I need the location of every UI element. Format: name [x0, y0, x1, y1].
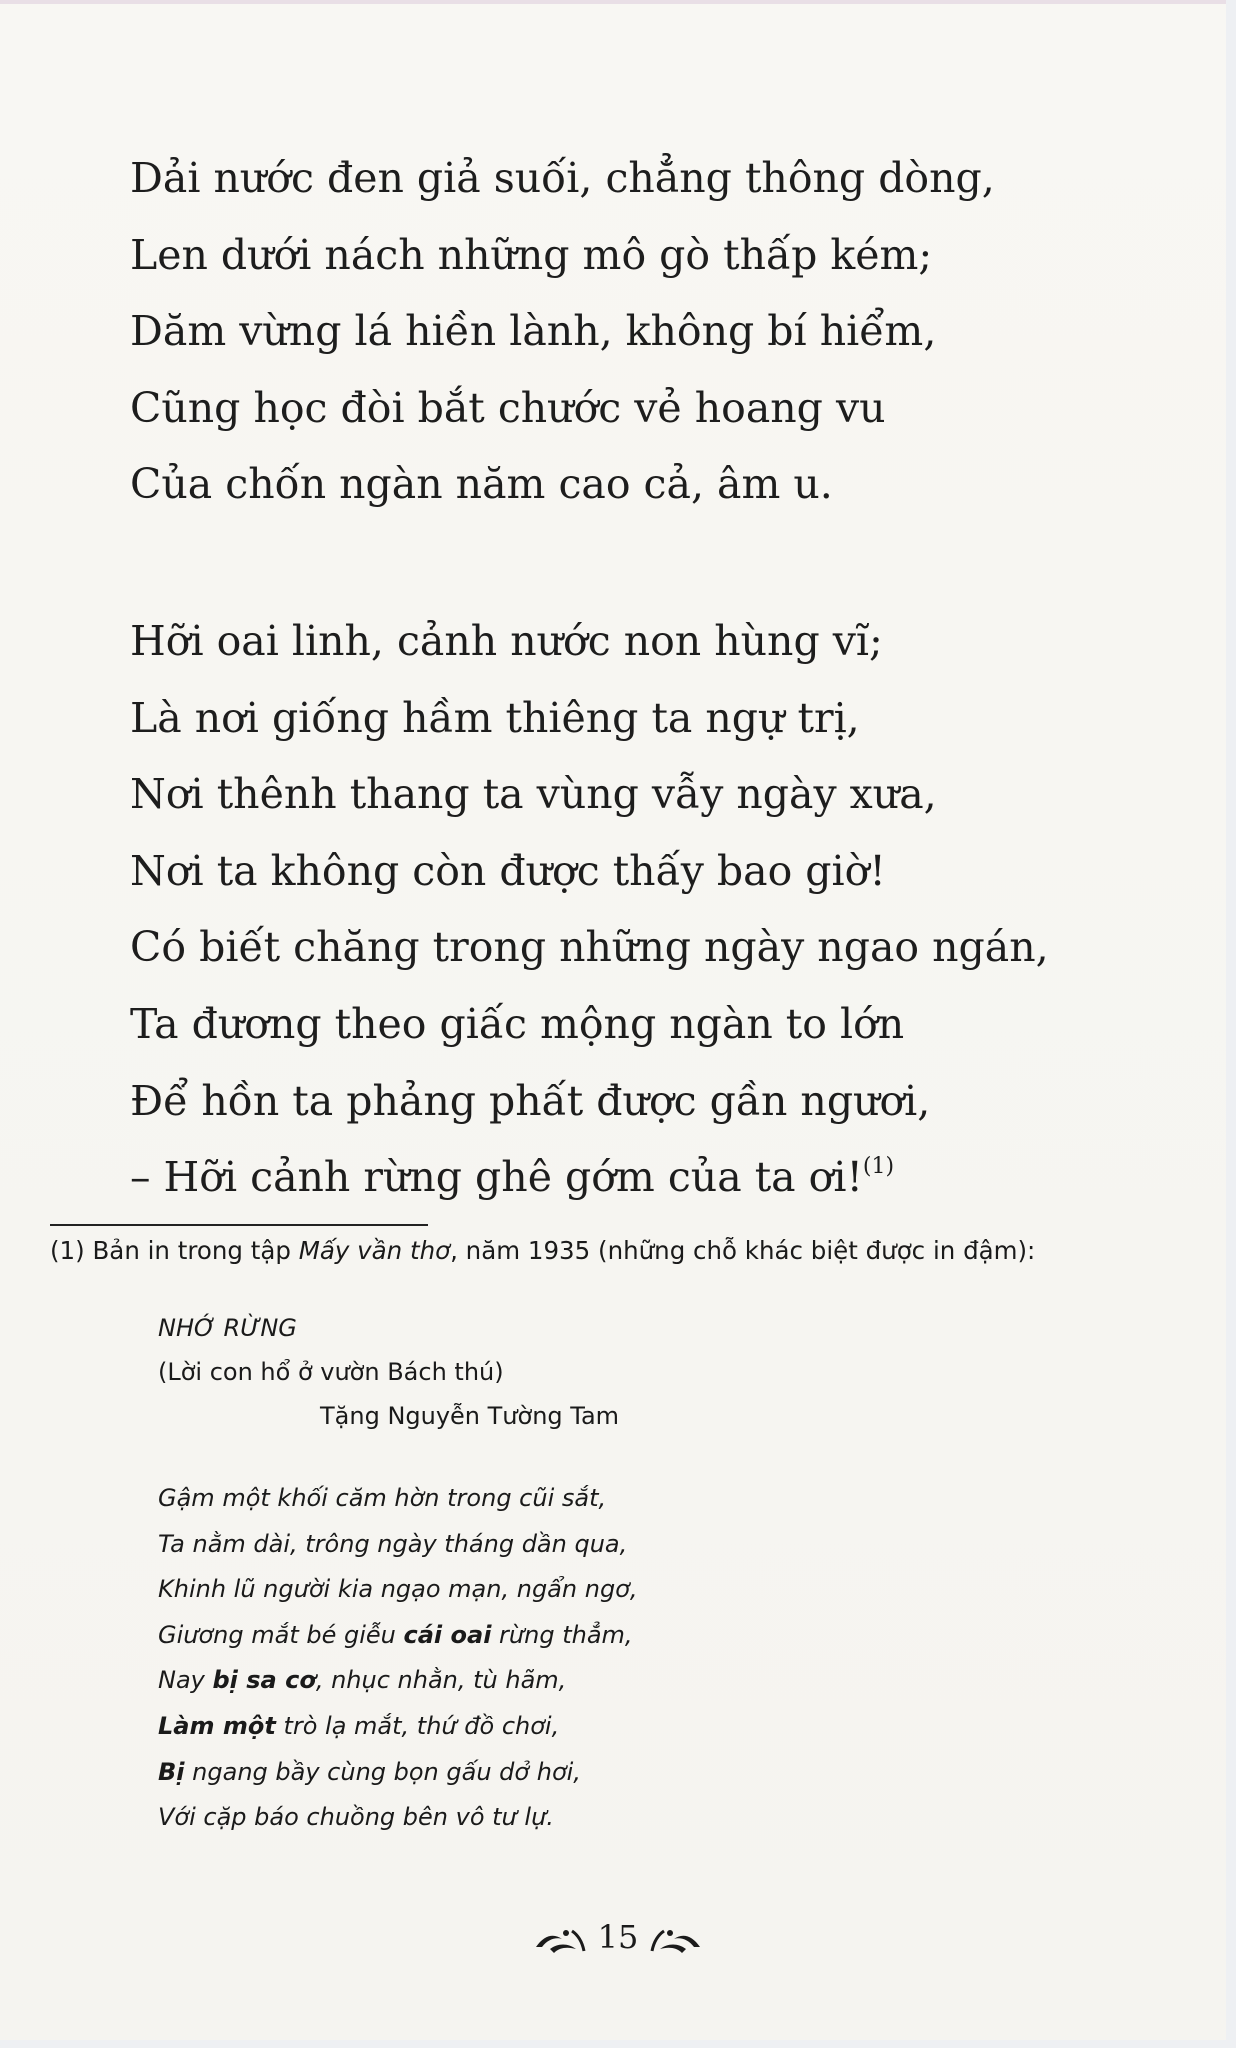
- footnote-book-title: Mấy vần thơ: [298, 1236, 451, 1265]
- poem-line: Dải nước đen giả suối, chẳng thông dòng,: [130, 154, 995, 202]
- footnote-suffix: , năm 1935 (những chỗ khác biệt được in đậm):: [450, 1236, 1036, 1265]
- footnote-line-part: Nay: [158, 1666, 213, 1695]
- poem-body: [130, 140, 1130, 1216]
- poem-line: Dăm vừng lá hiền lành, không bí hiểm,: [130, 307, 937, 356]
- footnote-line-part: , nhục nhằn, tù hãm,: [315, 1666, 567, 1695]
- footnote-divider: [50, 1224, 428, 1226]
- footnote-line-part: Giương mắt bé giễu: [158, 1620, 404, 1649]
- footnote-marker[interactable]: (1): [862, 1154, 895, 1180]
- footnote-intro: [50, 1236, 1035, 1265]
- stanza-1: [130, 140, 1130, 523]
- footnote-line: Gậm một khối căm hờn trong cũi sắt,: [158, 1484, 607, 1512]
- footnote-line: [158, 1750, 637, 1796]
- footnote-line-part: trò lạ mắt, thứ đồ chơi,: [275, 1711, 560, 1740]
- poem-line: Là nơi giống hầm thiêng ta ngự trị,: [130, 693, 860, 742]
- poem-line: Ta đương theo giấc mộng ngàn to lớn: [130, 999, 905, 1048]
- footnote-poem-lines: [158, 1476, 637, 1841]
- poem-line: Của chốn ngàn năm cao cả, âm u.: [130, 460, 833, 509]
- poem-line: Nơi thênh thang ta vùng vẫy ngày xưa,: [130, 770, 937, 819]
- poem-line: Nơi ta không còn được thấy bao giờ!: [130, 846, 886, 895]
- poem-line: Để hồn ta phảng phất được gần ngươi,: [130, 1076, 931, 1125]
- footnote-line: [158, 1658, 637, 1704]
- page-right-edge: [1226, 0, 1236, 2048]
- footnote-prefix: (1) Bản in trong tập: [50, 1236, 299, 1265]
- page-number: 15: [597, 1918, 639, 1956]
- poem-line: Hỡi oai linh, cảnh nước non hùng vĩ;: [130, 616, 883, 665]
- footnote-line-part: ngang bầy cùng bọn gấu dở hơi,: [184, 1757, 581, 1786]
- right-ornament-icon: [646, 1925, 704, 1955]
- poem-line-last: [130, 1139, 1130, 1216]
- poem-line-text: – Hỡi cảnh rừng ghê gớm của ta ơi!: [130, 1153, 863, 1202]
- footnote-line-part: rừng thẳm,: [491, 1620, 633, 1649]
- footnote-line: Với cặp báo chuồng bên vô tư lự.: [158, 1803, 554, 1832]
- footnote-line-bold: cái oai: [403, 1620, 492, 1649]
- footnote-line: Khinh lũ người kia ngạo mạn, ngẩn ngơ,: [158, 1575, 638, 1604]
- footnote-line-bold: bị sa cơ: [212, 1666, 316, 1695]
- footnote-poem-subtitle: (Lời con hổ ở vườn Bách thú): [158, 1358, 504, 1386]
- footnote-line: [158, 1613, 637, 1659]
- page-top-edge: [0, 0, 1236, 4]
- poem-line: Len dưới nách những mô gò thấp kém;: [130, 230, 933, 279]
- footnote-line-bold: Làm một: [158, 1711, 276, 1740]
- footnote-poem-block: [158, 1306, 637, 1841]
- poem-line: Có biết chăng trong những ngày ngao ngán,: [130, 923, 1049, 972]
- left-ornament-icon: [532, 1925, 590, 1955]
- footnote-line: [158, 1704, 637, 1750]
- stanza-2: [130, 603, 1130, 1216]
- footnote-line-bold: Bị: [158, 1757, 185, 1786]
- footnote-poem-title: NHỚ RỪNG: [158, 1314, 297, 1342]
- poem-line: Cũng học đòi bắt chước vẻ hoang vu: [130, 383, 886, 432]
- page-number-footer: [0, 1918, 1236, 1956]
- footnote-dedication: Tặng Nguyễn Tường Tam: [320, 1402, 620, 1430]
- page-bottom-edge: [0, 2040, 1236, 2048]
- footnote-line: Ta nằm dài, trông ngày tháng dần qua,: [158, 1529, 628, 1558]
